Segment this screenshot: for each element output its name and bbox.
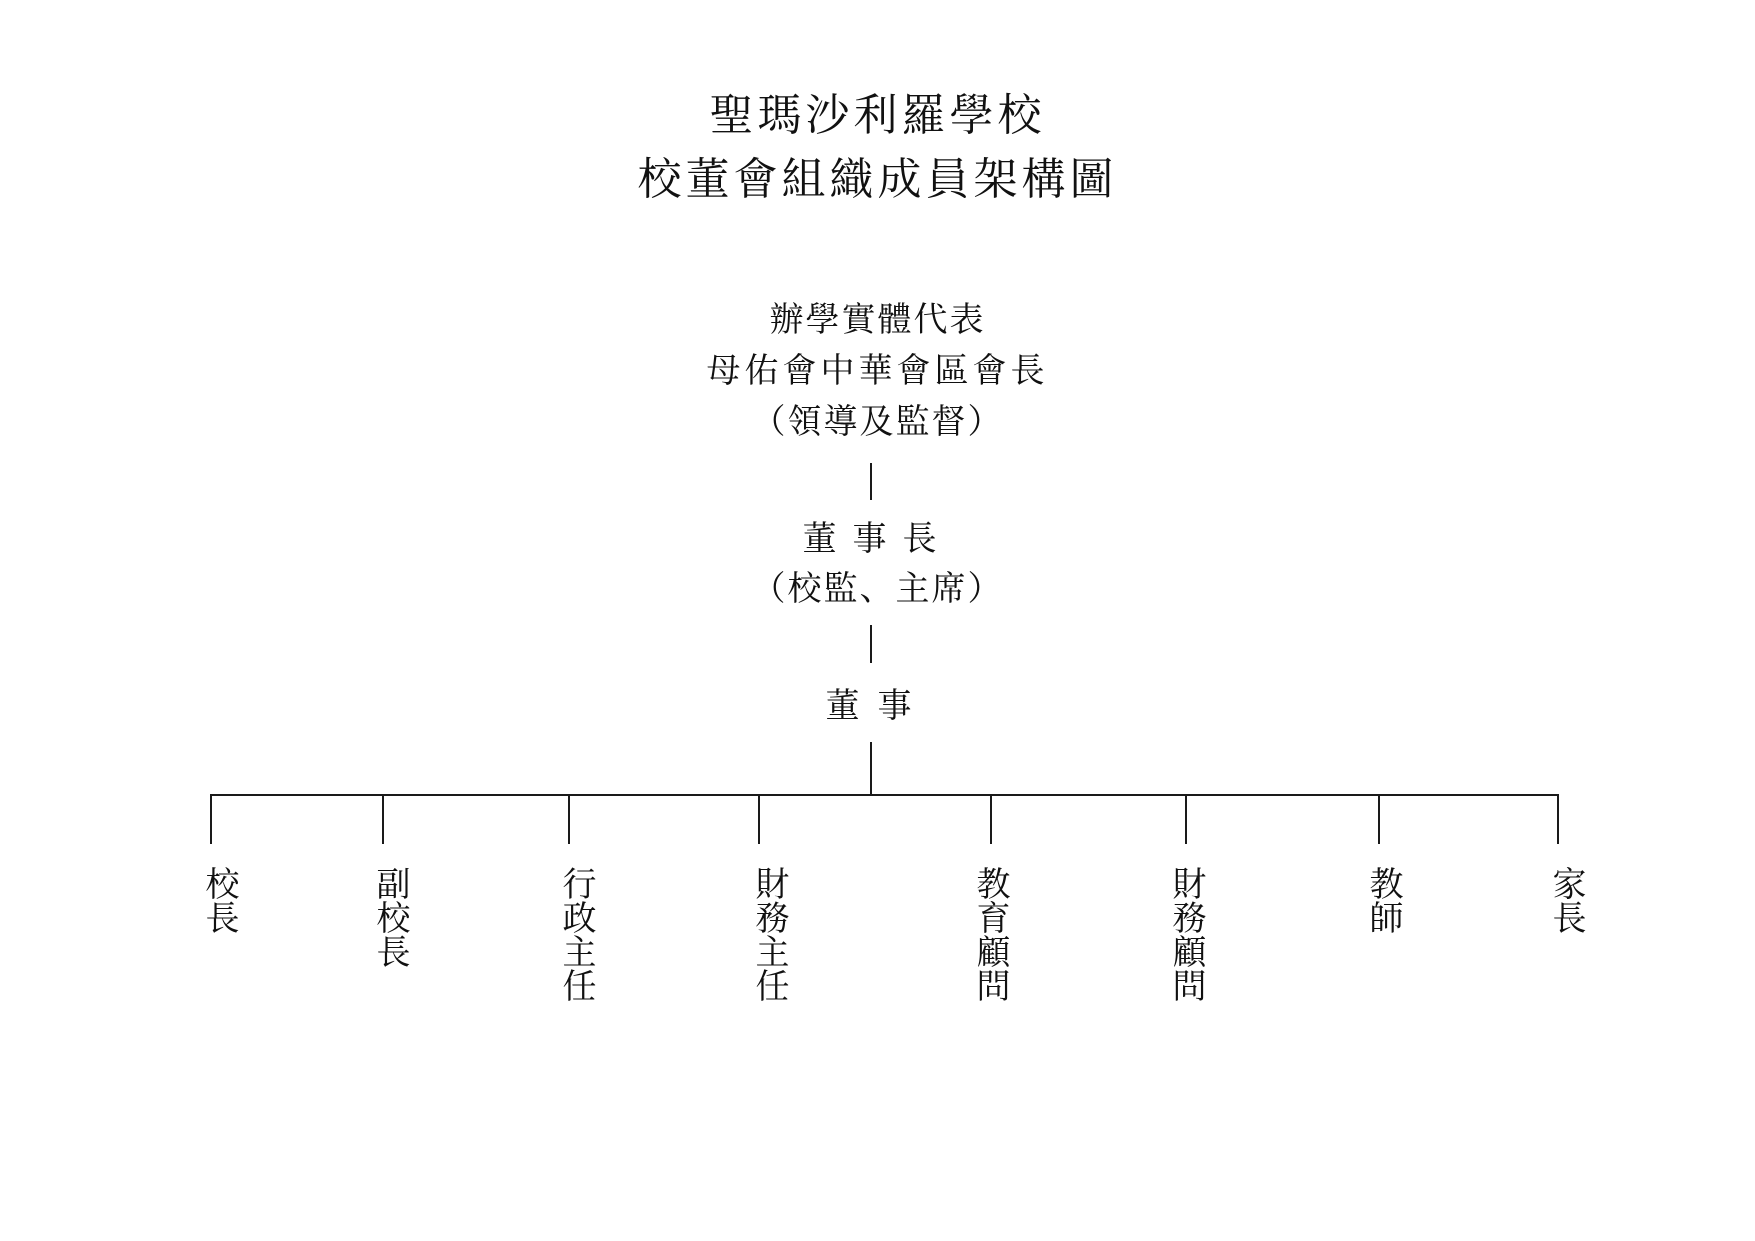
- supervisor-chair-label: （校監、主席）: [751, 569, 1004, 609]
- member-administrative-head: 行政主任: [556, 866, 596, 1002]
- leadership-supervision-label: （領導及監督）: [751, 402, 1004, 442]
- provincial-superior-label: 母佑會中華會區會長: [706, 351, 1049, 391]
- diagram-title-line-1: 聖瑪沙利羅學校: [709, 90, 1046, 141]
- chairman-label: 董事長: [802, 519, 953, 559]
- connector-directors-to-branches: [870, 742, 872, 795]
- branch-drop-line: [210, 794, 212, 844]
- member-finance-advisor: 財務顧問: [1166, 866, 1206, 1002]
- branch-horizontal-line: [211, 794, 1558, 796]
- member-finance-head: 財務主任: [749, 866, 789, 1002]
- member-teacher: 教師: [1363, 866, 1403, 934]
- directors-label: 董事: [825, 686, 930, 726]
- branch-drop-line: [1378, 794, 1380, 844]
- branch-drop-line: [758, 794, 760, 844]
- branch-drop-line: [568, 794, 570, 844]
- branch-drop-line: [1557, 794, 1559, 844]
- connector-top-to-chair: [870, 463, 872, 500]
- connector-chair-to-directors: [870, 625, 872, 663]
- member-parent: 家長: [1546, 866, 1586, 934]
- member-education-advisor: 教育顧問: [970, 866, 1010, 1002]
- member-principal: 校長: [199, 866, 239, 934]
- branch-drop-line: [990, 794, 992, 844]
- sponsoring-body-label: 辦學實體代表: [769, 300, 986, 340]
- branch-drop-line: [1185, 794, 1187, 844]
- member-vice-principal: 副校長: [370, 866, 410, 968]
- branch-drop-line: [382, 794, 384, 844]
- diagram-title-line-2: 校董會組織成員架構圖: [637, 154, 1118, 205]
